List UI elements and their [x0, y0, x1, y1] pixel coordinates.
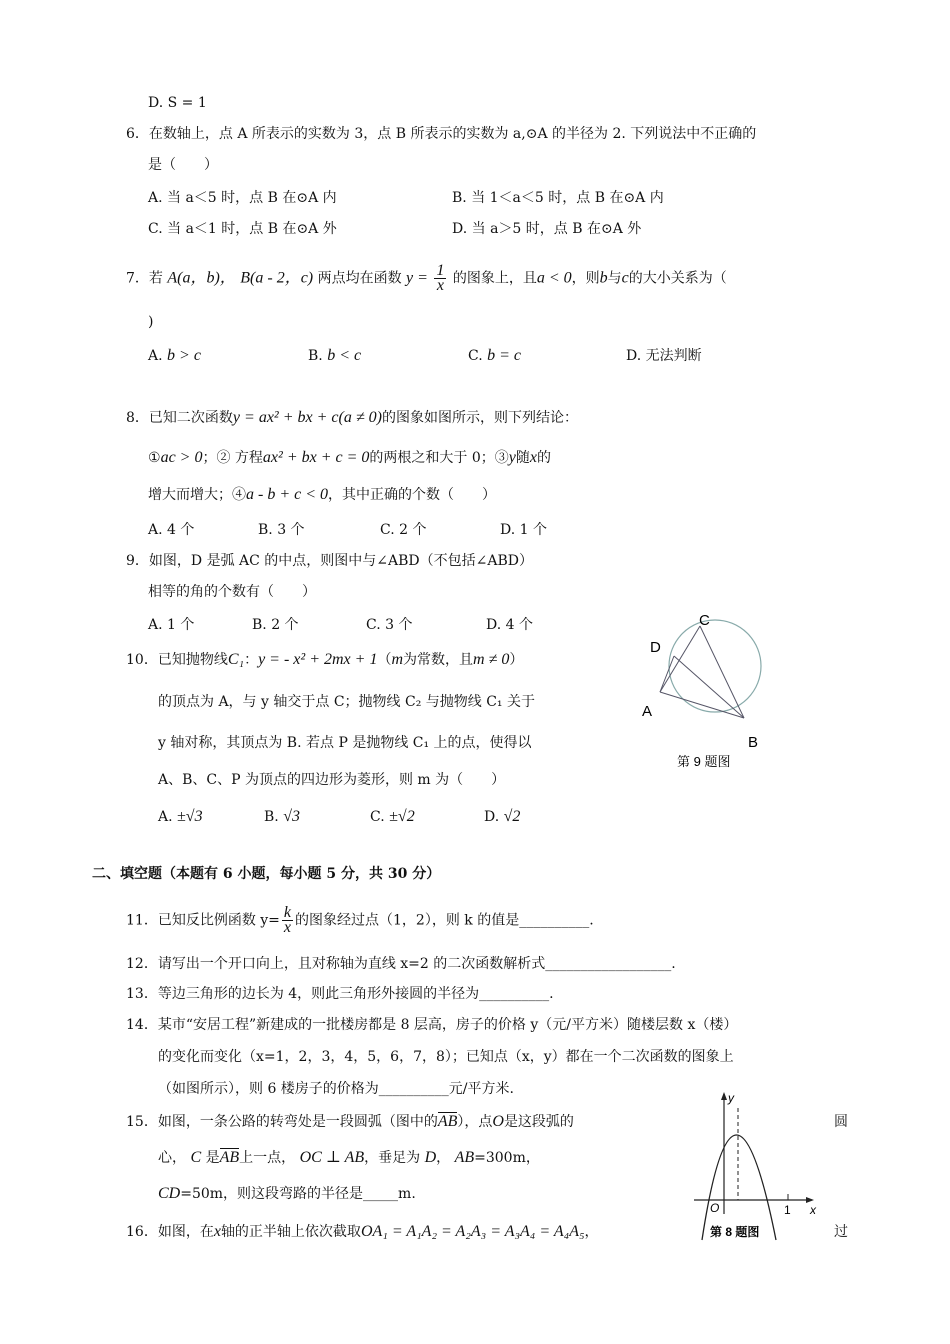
- q10-option-d: D. √2: [484, 808, 521, 825]
- q9-option-a: A. 1 个: [148, 617, 195, 633]
- fig8-x-label: x: [810, 1203, 816, 1217]
- q9-stem-line2: 相等的角的个数有（ ）: [148, 584, 316, 600]
- q9-option-d: D. 4 个: [486, 617, 533, 633]
- fig9-label-a: A: [642, 703, 653, 720]
- q14-stem-line1: 14．某市“安居工程”新建成的一批楼房都是 8 层高，房子的价格 y（元/平方米）随楼层数 x（楼）: [126, 1017, 738, 1033]
- fig8-one-label: 1: [784, 1203, 791, 1217]
- section-2-heading: 二、填空题（本题有 6 小题，每小题 5 分，共 30 分）: [92, 866, 441, 882]
- q7-fraction: $\frac{1}{x}$: [436, 262, 445, 294]
- figure-8-parabola-graph: [690, 1090, 830, 1246]
- q13-stem: 13．等边三角形的边长为 4，则此三角形外接圆的半径为__________.: [126, 986, 554, 1002]
- q16-stem: 16．如图，在x轴的正半轴上依次截取OA₁ = A₁A₂ = A₂A₃ = A₃A₄ = A₄A₅，: [126, 1223, 599, 1240]
- q10-option-c: C. ±√2: [370, 808, 415, 825]
- q6-option-a: A. 当 a＜5 时，点 B 在⊙A 内: [148, 190, 337, 206]
- q8-stem-line1: 8．已知二次函数y = ax² + bx + c(a ≠ 0)的图象如图所示，则下列结论：: [126, 409, 578, 426]
- q7-option-d: D. 无法判断: [626, 348, 702, 364]
- q8-option-b: B. 3 个: [258, 522, 305, 538]
- fig8-caption: 第 8 题图: [710, 1225, 760, 1239]
- fig9-caption: 第 9 题图: [677, 754, 731, 769]
- q5-option-d: D. S = 1: [148, 95, 207, 111]
- q8-option-d: D. 1 个: [500, 522, 547, 538]
- q8-option-c: C. 2 个: [380, 522, 427, 538]
- fig9-segment-bd: [674, 656, 744, 718]
- q7-option-a: A. b > c: [148, 347, 201, 364]
- fig9-label-d: D: [650, 639, 661, 656]
- fig9-circle: [669, 620, 761, 712]
- q9-option-b: B. 2 个: [252, 617, 299, 633]
- q8-stem-line3: 增大而增大；④a - b + c < 0，其中正确的个数（ ）: [148, 486, 497, 503]
- q14-stem-line2: 的变化而变化（x=1，2，3，4，5，6，7，8）；已知点（x，y）都在一个二次函数的图象上: [158, 1049, 734, 1065]
- q15-stem-line2: 心， C 是AB上一点， OC ⊥ AB，垂足为 D， AB=300m，: [158, 1149, 540, 1166]
- q12-stem: 12．请写出一个开口向上，且对称轴为直线 x=2 的二次函数解析式__________________.: [126, 956, 676, 972]
- fig9-segment-bc: [700, 626, 744, 718]
- q15-stem-line1: 15．如图，一条公路的转弯处是一段圆弧（图中的AB），点O是这段弧的: [126, 1113, 574, 1130]
- q8-stem-line2: ①ac > 0；② 方程ax² + bx + c = 0的两根之和大于 0；③y随x的: [148, 449, 551, 466]
- q14-stem-line3: （如图所示），则 6 楼房子的价格为__________元/平方米.: [158, 1081, 514, 1097]
- q6-stem-line1: 6．在数轴上，点 A 所表示的实数为 3，点 B 所表示的实数为 a,⊙A 的半径为 2. 下列说法中不正确的: [126, 126, 757, 142]
- q6-option-d: D. 当 a＞5 时，点 B 在⊙A 外: [452, 221, 642, 237]
- fig9-label-b: B: [748, 734, 759, 751]
- fig9-segment-ad: [660, 656, 674, 692]
- figure-9-circle-diagram: [640, 600, 780, 780]
- q9-option-c: C. 3 个: [366, 617, 413, 633]
- q10-stem-line1: 10．已知抛物线C₁：y = - x² + 2mx + 1（m为常数，且m ≠ 0）: [126, 651, 524, 668]
- q8-option-a: A. 4 个: [148, 522, 195, 538]
- q6-stem-line2: 是（ ）: [148, 157, 218, 173]
- q7-option-b: B. b < c: [308, 347, 362, 364]
- q15-stem-line3: CD=50m，则这段弯路的半径是_____m.: [158, 1185, 416, 1202]
- q10-stem-line4: A、B、C、P 为顶点的四边形为菱形，则 m 为（ ）: [158, 772, 506, 788]
- q6-option-c: C. 当 a＜1 时，点 B 在⊙A 外: [148, 221, 337, 237]
- q10-option-a: A. ±√3: [158, 808, 203, 825]
- q7-option-c: C. b = c: [468, 347, 522, 364]
- q10-stem-line3: y 轴对称，其顶点为 B. 若点 P 是抛物线 C₁ 上的点，使得以: [158, 735, 532, 751]
- fig9-segment-ab: [660, 692, 744, 718]
- q15-stem-line1-end: 圆: [834, 1114, 848, 1130]
- q9-stem-line1: 9．如图，D 是弧 AC 的中点，则图中与∠ABD（不包括∠ABD）: [126, 553, 534, 569]
- q7-stem-line1: 7．若 A(a，b)， B(a - 2，c) 两点均在函数 y = $\frac{1}{x}$ 的图象上，且a < 0，则b与c的大小关系为（: [126, 262, 727, 294]
- fig8-y-label: y: [728, 1091, 734, 1105]
- fig8-origin-label: O: [710, 1201, 720, 1215]
- q16-stem-end: 过: [834, 1224, 848, 1240]
- q11-stem: 11．已知反比例函数 y= $\frac{k}{x}$ 的图象经过点（1，2），则 k 的值是__________.: [126, 904, 594, 936]
- q7-stem-line2: ): [148, 314, 154, 330]
- q6-option-b: B. 当 1＜a＜5 时，点 B 在⊙A 内: [452, 190, 664, 206]
- fig9-label-c: C: [699, 612, 710, 629]
- q10-stem-line2: 的顶点为 A，与 y 轴交于点 C；抛物线 C₂ 与抛物线 C₁ 关于: [158, 694, 535, 710]
- fig8-y-arrow: [721, 1092, 727, 1100]
- q10-option-b: B. √3: [264, 808, 300, 825]
- q11-fraction: $\frac{k}{x}$: [283, 904, 292, 936]
